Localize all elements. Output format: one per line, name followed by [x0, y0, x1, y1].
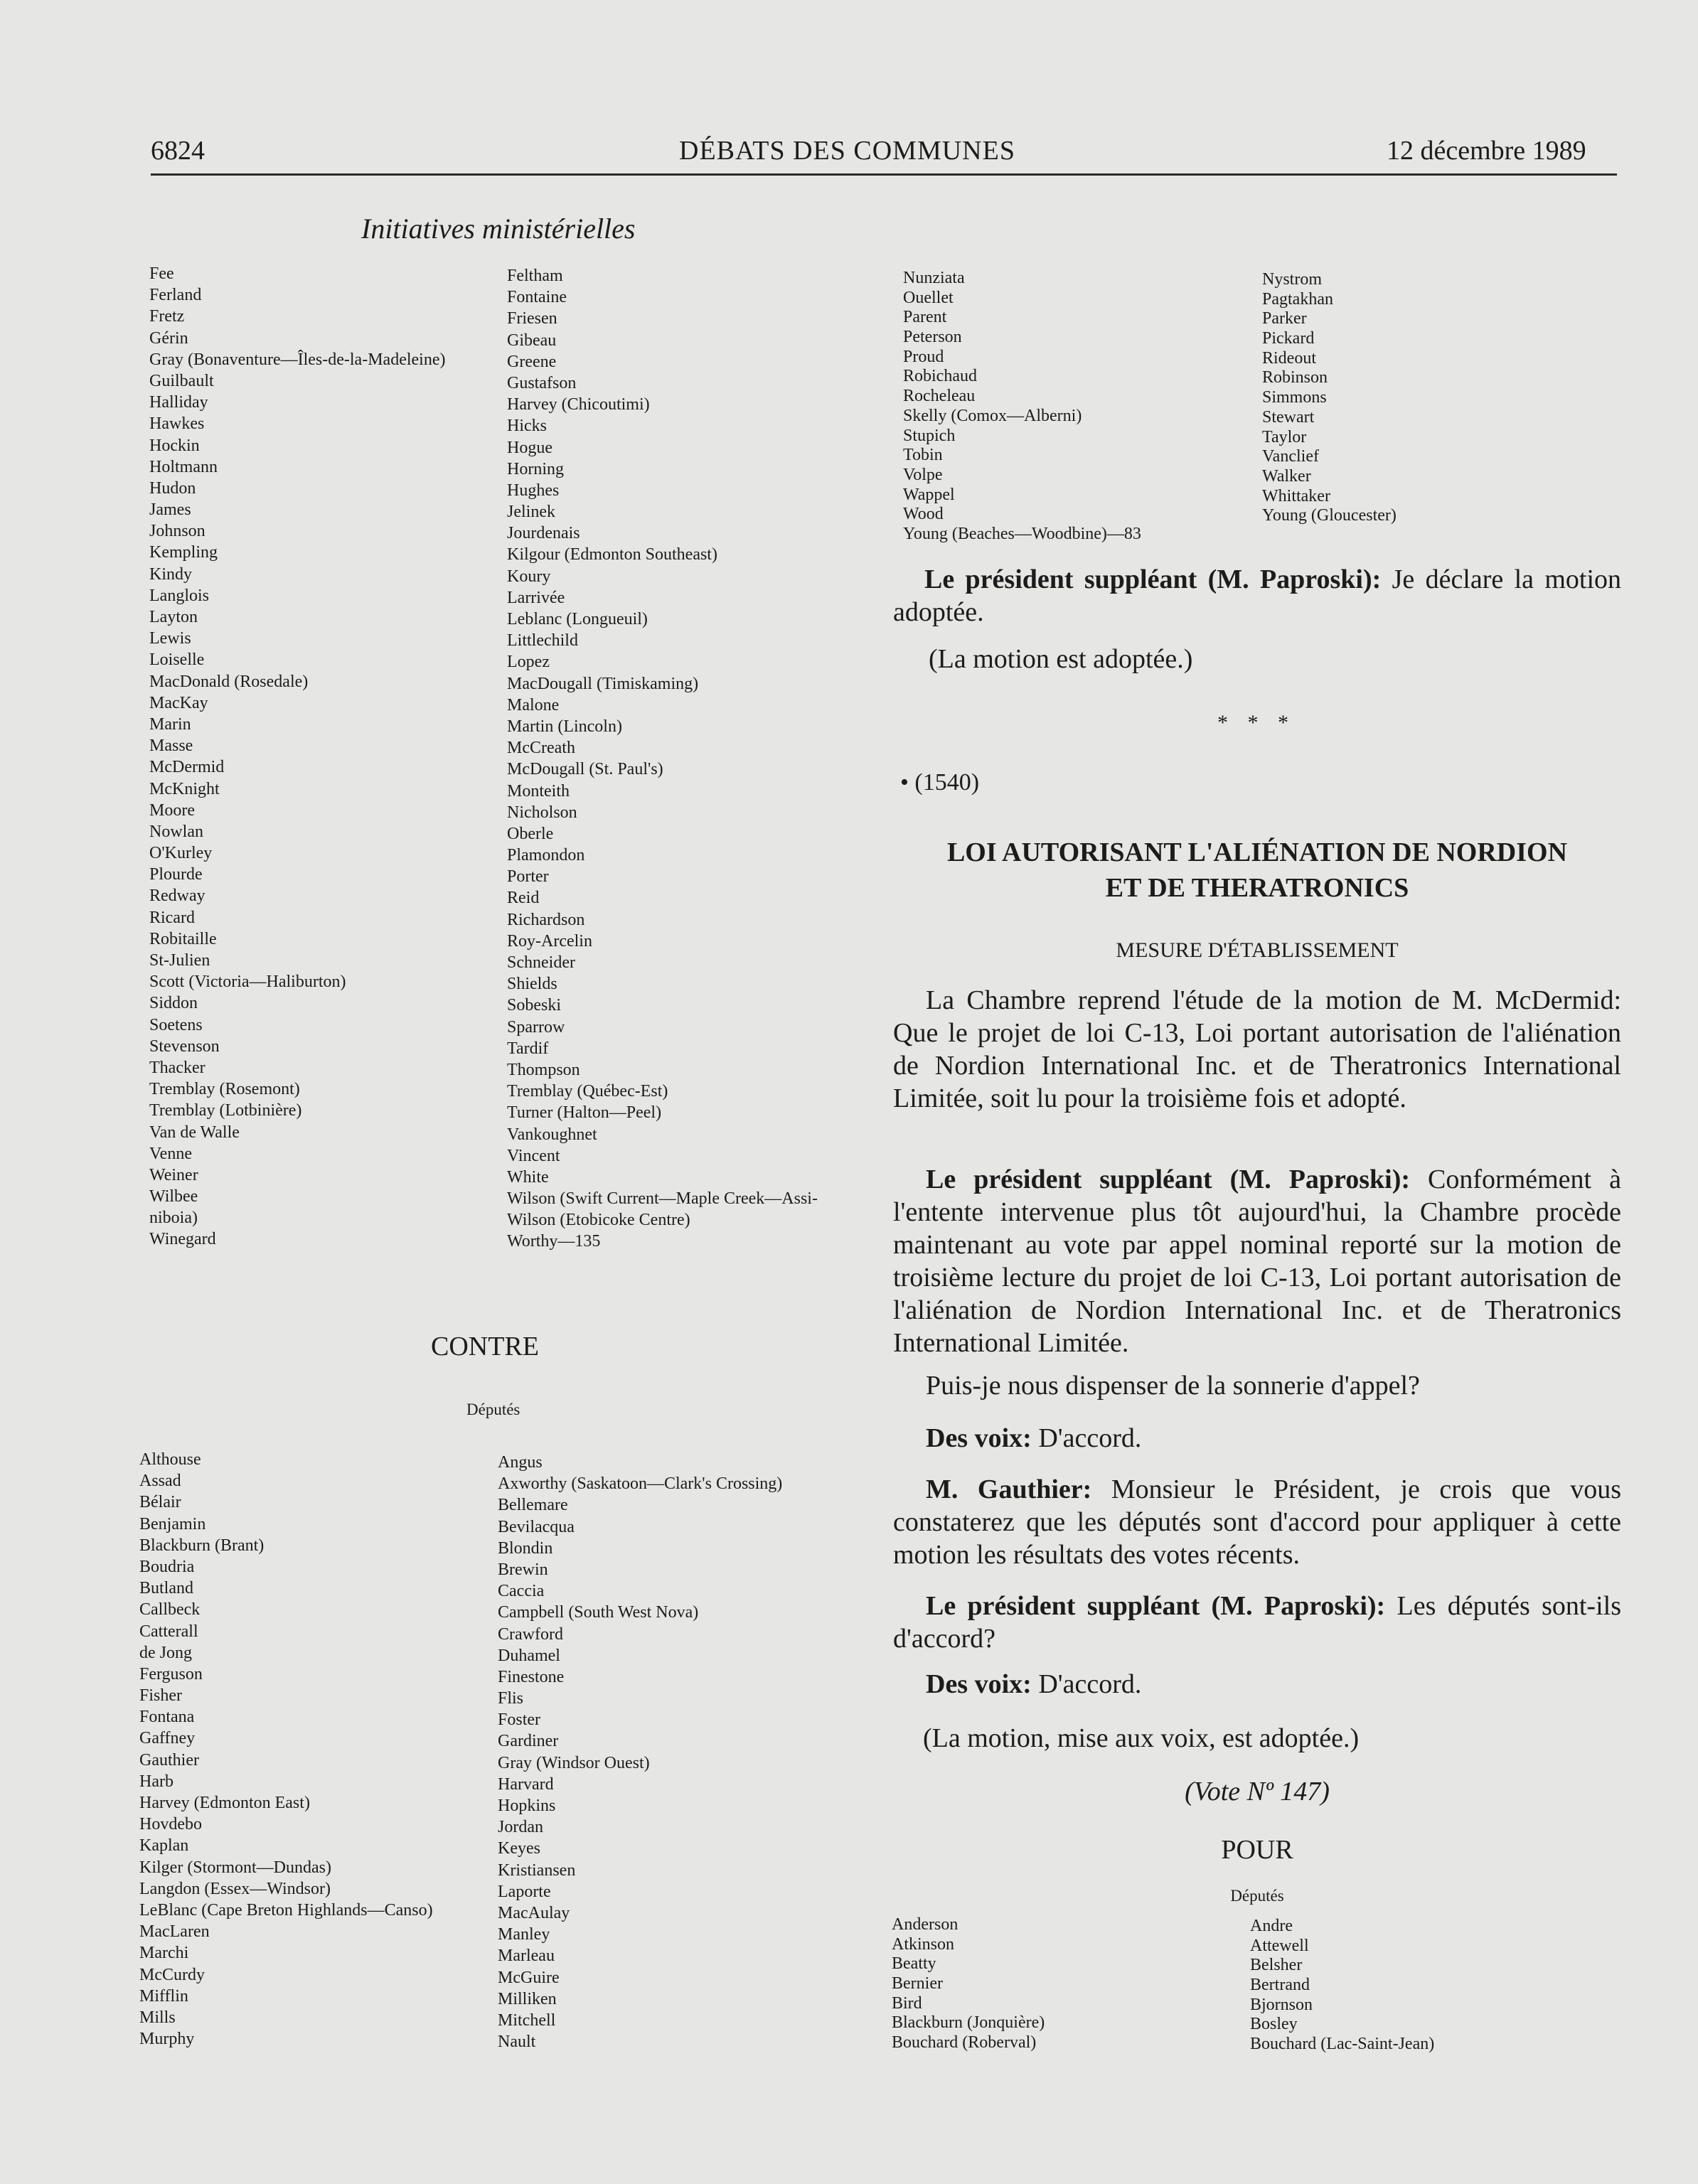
member-name: Horning	[507, 459, 564, 478]
speech-paragraph	[893, 563, 1621, 628]
member-name: McCurdy	[139, 1965, 205, 1984]
procedural-note: (La motion est adoptée.)	[929, 644, 1193, 674]
member-name: Fontana	[139, 1708, 195, 1727]
member-name: Gibeau	[507, 331, 557, 350]
member-name: Gauthier	[139, 1750, 199, 1770]
contre-list-col1	[139, 1449, 433, 2050]
member-name: Richardson	[507, 910, 585, 929]
member-name: Milliken	[498, 1989, 557, 2008]
member-name: Beatty	[892, 1954, 936, 1974]
member-name: Feltham	[507, 267, 563, 285]
member-name: MacKay	[149, 693, 208, 712]
member-name: Foster	[498, 1711, 540, 1730]
pour-list-col1	[149, 263, 445, 1251]
member-name: Hovdebo	[139, 1815, 202, 1834]
member-name: Larrivée	[507, 588, 565, 607]
member-name: Robinson	[1262, 368, 1328, 387]
member-name: Young (Beaches—Woodbine)—83	[903, 524, 1141, 543]
member-name: LeBlanc (Cape Breton Highlands—Canso)	[139, 1900, 433, 1920]
member-name: Tardif	[507, 1039, 549, 1058]
member-name: Boudria	[139, 1557, 195, 1576]
speech-paragraph-3: Puis-je nous dispenser de la sonnerie d'appel?	[926, 1371, 1420, 1401]
member-name: Thompson	[507, 1060, 580, 1079]
member-name: Kilger (Stormont—Dundas)	[139, 1858, 331, 1877]
member-name: Thacker	[149, 1058, 205, 1077]
motion-result: (La motion, mise aux voix, est adoptée.)	[923, 1723, 1360, 1753]
member-name: Tremblay (Rosemont)	[149, 1080, 300, 1099]
member-name: Plourde	[149, 865, 203, 884]
contre-list-col2	[498, 1452, 782, 2052]
member-name: Langdon (Essex—Windsor)	[139, 1879, 331, 1898]
member-name: Ricard	[149, 908, 195, 927]
member-name: Campbell (South West Nova)	[498, 1603, 699, 1622]
member-name: Tobin	[903, 446, 943, 465]
member-name: Ferguson	[139, 1664, 203, 1684]
contre-subheading: Députés	[466, 1401, 520, 1418]
member-name: Nystrom	[1262, 270, 1322, 289]
member-name: O'Kurley	[149, 844, 213, 863]
member-name: Murphy	[139, 2030, 195, 2049]
measure-heading: MESURE D'ÉTABLISSEMENT	[1116, 938, 1399, 962]
speaker-name: Des voix:	[926, 1669, 1032, 1699]
member-name: Rideout	[1262, 348, 1316, 368]
member-name: Harvey (Chicoutimi)	[507, 395, 650, 414]
speech-paragraph-6	[893, 1590, 1621, 1655]
member-name: Mills	[139, 2008, 176, 2027]
member-name: Stevenson	[149, 1037, 220, 1056]
member-name: Wood	[903, 505, 944, 524]
member-name: MacLaren	[139, 1922, 210, 1942]
member-name: Whittaker	[1262, 486, 1330, 505]
member-name: Laporte	[498, 1882, 551, 1901]
speaker-name: Le président suppléant (M. Paproski):	[926, 1591, 1386, 1621]
member-name: Tremblay (Lotbinière)	[149, 1101, 302, 1120]
member-name: Plamondon	[507, 846, 585, 865]
member-name: Fretz	[149, 307, 185, 326]
member-name: Lopez	[507, 653, 550, 672]
vote-number: (Vote Nº 147)	[1185, 1777, 1330, 1806]
member-name: niboia)	[149, 1209, 198, 1228]
member-name: McDougall (St. Paul's)	[507, 760, 663, 779]
member-name: Assad	[139, 1472, 181, 1491]
speaker-name: Le président suppléant (M. Paproski):	[926, 1165, 1411, 1194]
member-name: Shields	[507, 975, 557, 994]
member-name: Axworthy (Saskatoon—Clark's Crossing)	[498, 1474, 783, 1494]
member-name: Gardiner	[498, 1732, 559, 1751]
member-name: Mitchell	[498, 2011, 556, 2030]
member-name: Fee	[149, 264, 174, 283]
member-name: Layton	[149, 608, 198, 626]
contre-heading: CONTRE	[431, 1332, 539, 1361]
speech-text: D'accord.	[1031, 1669, 1142, 1699]
member-name: Attewell	[1250, 1936, 1309, 1955]
speaker-name: Le président suppléant (M. Paproski):	[924, 564, 1382, 594]
member-name: Pagtakhan	[1262, 289, 1333, 309]
member-name: Porter	[507, 867, 549, 887]
member-name: Worthy—135	[507, 1232, 601, 1251]
member-name: Gray (Bonaventure—Îles-de-la-Madeleine)	[149, 350, 446, 369]
vote-list-col1	[903, 269, 1141, 545]
member-name: MacAulay	[498, 1903, 570, 1922]
member-name: Bernier	[892, 1974, 943, 1993]
member-name: McGuire	[498, 1968, 560, 1987]
member-name: Littlechild	[507, 631, 578, 651]
member-name: Masse	[149, 737, 193, 756]
header-rule	[151, 173, 1617, 176]
speaker-name: Des voix:	[926, 1423, 1032, 1453]
member-name: Venne	[149, 1144, 192, 1163]
member-name: Malone	[507, 695, 560, 714]
member-name: Rocheleau	[903, 387, 976, 406]
member-name: Winegard	[149, 1230, 216, 1249]
member-name: Proud	[903, 347, 944, 366]
member-name: Tremblay (Québec-Est)	[507, 1082, 668, 1101]
member-name: Butland	[139, 1579, 193, 1598]
member-name: Duhamel	[498, 1646, 560, 1665]
member-name: Langlois	[149, 586, 209, 605]
member-name: Bertrand	[1250, 1976, 1310, 1995]
member-name: Andre	[1250, 1917, 1293, 1935]
member-name: Blackburn (Brant)	[139, 1536, 265, 1555]
member-name: Marin	[149, 714, 191, 734]
section-title: Initiatives ministérielles	[361, 213, 636, 245]
member-name: Wilson (Etobicoke Centre)	[507, 1211, 690, 1230]
member-name: Redway	[149, 887, 205, 906]
member-name: Weiner	[149, 1165, 198, 1184]
speech-paragraph-5	[893, 1473, 1621, 1571]
speech-paragraph-7	[926, 1668, 1141, 1701]
member-name: Jelinek	[507, 503, 555, 522]
member-name: Kindy	[149, 564, 192, 584]
member-name: Volpe	[903, 465, 943, 484]
member-name: Benjamin	[139, 1514, 206, 1533]
member-name: Wilbee	[149, 1187, 198, 1206]
member-name: Althouse	[139, 1450, 201, 1469]
member-name: Hogue	[507, 438, 552, 457]
member-name: Hicks	[507, 417, 547, 436]
member-name: Angus	[498, 1453, 543, 1472]
member-name: Bird	[892, 1993, 922, 2013]
member-name: Marleau	[498, 1947, 555, 1966]
member-name: Stupich	[903, 426, 956, 445]
member-name: Robitaille	[149, 929, 217, 948]
member-name: Simmons	[1262, 388, 1327, 407]
member-name: Monteith	[507, 781, 570, 801]
member-name: Greene	[507, 352, 557, 371]
member-name: Crawford	[498, 1624, 563, 1644]
speech-text: Monsieur le Président, je crois que vous constaterez que les députés sont d'accord pour appliquer à cette motion les résultats des votes récents.	[893, 1474, 1621, 1570]
time-marker: • (1540)	[900, 769, 980, 796]
member-name: Nicholson	[507, 803, 577, 822]
member-name: Halliday	[149, 393, 208, 412]
member-name: Belsher	[1250, 1956, 1303, 1975]
member-name: Wappel	[903, 485, 955, 504]
member-name: Lewis	[149, 629, 191, 648]
member-name: Wilson (Swift Current—Maple Creek—Assi-	[507, 1189, 818, 1209]
member-name: MacDougall (Timiskaming)	[507, 674, 699, 693]
member-name: Kristiansen	[498, 1861, 576, 1880]
member-name: Bouchard (Roberval)	[892, 2033, 1037, 2052]
member-name: Hudon	[149, 478, 196, 498]
member-name: Fisher	[139, 1686, 182, 1706]
bill-title-line1: LOI AUTORISANT L'ALIÉNATION DE NORDION	[946, 837, 1568, 867]
member-name: Loiselle	[149, 651, 205, 670]
page-number: 6824	[151, 136, 205, 166]
member-name: Bélair	[139, 1493, 181, 1512]
motion-paragraph: La Chambre reprend l'étude de la motion de M. McDermid: Que le projet de loi C-13, Loi portant autorisation de l'aliénation de Nordion International Inc. et de Theratronics International Limitée, soit lu pour la troisième fois et adopté.	[893, 985, 1621, 1113]
page-date: 12 décembre 1989	[1387, 136, 1586, 166]
pour-list-right-col1	[892, 1915, 1045, 2053]
speech-text: Les députés sont-ils d'accord?	[893, 1591, 1621, 1654]
member-name: Bevilacqua	[498, 1517, 575, 1536]
member-name: Catterall	[139, 1622, 198, 1641]
member-name: Vanclief	[1262, 447, 1319, 466]
member-name: Marchi	[139, 1944, 189, 1963]
speech-text: D'accord.	[1031, 1423, 1142, 1453]
member-name: Walker	[1262, 466, 1311, 486]
member-name: Pickard	[1262, 329, 1315, 348]
member-name: Manley	[498, 1925, 550, 1944]
member-name: Turner (Halton—Peel)	[507, 1103, 662, 1123]
member-name: Kilgour (Edmonton Southeast)	[507, 545, 717, 564]
member-name: McCreath	[507, 739, 575, 758]
member-name: Vankoughnet	[507, 1125, 597, 1144]
member-name: Mifflin	[139, 1986, 188, 2006]
member-name: Gaffney	[139, 1729, 196, 1748]
section-separator: * * *	[1217, 711, 1296, 734]
member-name: Siddon	[149, 994, 198, 1013]
member-name: Harvard	[498, 1774, 554, 1794]
member-name: Ferland	[149, 286, 202, 305]
member-name: Anderson	[892, 1915, 959, 1934]
speech-paragraph-4	[926, 1422, 1141, 1455]
member-name: Sparrow	[507, 1017, 565, 1037]
member-name: Vincent	[507, 1146, 560, 1165]
member-name: Oberle	[507, 824, 554, 843]
member-name: Callbeck	[139, 1600, 201, 1620]
member-name: Leblanc (Longueuil)	[507, 610, 648, 628]
member-name: Reid	[507, 889, 540, 908]
member-name: Jourdenais	[507, 524, 580, 543]
member-name: Kempling	[149, 543, 218, 562]
member-name: Ouellet	[903, 288, 954, 307]
member-name: Keyes	[498, 1839, 540, 1858]
member-name: Caccia	[498, 1582, 545, 1601]
member-name: Stewart	[1262, 407, 1315, 427]
member-name: de Jong	[139, 1643, 192, 1662]
member-name: Peterson	[903, 328, 962, 347]
member-name: Schneider	[507, 953, 575, 972]
member-name: Young (Gloucester)	[1262, 506, 1397, 525]
member-name: Van de Walle	[149, 1123, 240, 1142]
bill-title	[893, 835, 1621, 906]
pour-heading: POUR	[1221, 1835, 1293, 1865]
member-name: Koury	[507, 567, 551, 586]
member-name: Nowlan	[149, 822, 203, 841]
vote-list-col2	[1262, 270, 1397, 526]
member-name: Friesen	[507, 309, 557, 328]
member-name: Bosley	[1250, 2015, 1298, 2034]
speech-paragraph-2	[893, 1163, 1621, 1359]
member-name: Soetens	[149, 1015, 203, 1034]
speaker-name: M. Gauthier:	[926, 1474, 1092, 1504]
member-name: Hughes	[507, 481, 560, 500]
member-name: McKnight	[149, 779, 220, 798]
member-name: Flis	[498, 1689, 524, 1708]
speech-text: Conformément à l'entente intervenue plus tôt aujourd'hui, la Chambre procède maintenant au vote par appel nominal reporté sur la motion de troisième lecture du projet de loi C-13, Loi portant autorisation de l'aliénation de Nordion International Inc. et de Theratronics International Limitée.	[893, 1165, 1621, 1358]
member-name: Gustafson	[507, 373, 577, 392]
member-name: Harvey (Edmonton East)	[139, 1794, 310, 1812]
member-name: Hopkins	[498, 1797, 556, 1815]
member-name: Johnson	[149, 522, 205, 541]
member-name: Gérin	[149, 328, 188, 348]
member-name: Harb	[139, 1772, 173, 1791]
member-name: Kaplan	[139, 1836, 189, 1856]
member-name: Martin (Lincoln)	[507, 717, 622, 736]
member-name: White	[507, 1167, 549, 1187]
member-name: Atkinson	[892, 1934, 955, 1954]
member-name: Taylor	[1262, 427, 1307, 446]
member-name: Bellemare	[498, 1496, 568, 1515]
member-name: Nunziata	[903, 269, 965, 287]
member-name: Nault	[498, 2033, 536, 2052]
member-name: Jordan	[498, 1818, 543, 1837]
member-name: Skelly (Comox—Alberni)	[903, 406, 1082, 425]
member-name: Brewin	[498, 1560, 548, 1579]
journal-title: DÉBATS DES COMMUNES	[679, 136, 1015, 166]
member-name: Bouchard (Lac-Saint-Jean)	[1250, 2035, 1435, 2054]
member-name: Holtmann	[149, 457, 218, 476]
member-name: Moore	[149, 801, 195, 820]
bill-title-line2: ET DE THERATRONICS	[1105, 873, 1409, 903]
member-name: Bjornson	[1250, 1995, 1313, 2014]
member-name: Scott (Victoria—Haliburton)	[149, 973, 346, 992]
member-name: MacDonald (Rosedale)	[149, 672, 309, 691]
member-name: Guilbault	[149, 371, 214, 390]
member-name: Finestone	[498, 1667, 565, 1686]
member-name: McDermid	[149, 758, 225, 777]
member-name: Parker	[1262, 309, 1307, 328]
pour-subheading: Députés	[1230, 1887, 1284, 1905]
pour-list-right-col2	[1250, 1917, 1434, 2055]
member-name: Hawkes	[149, 414, 205, 434]
member-name: Sobeski	[507, 996, 562, 1015]
member-name: James	[149, 500, 191, 520]
member-name: Blondin	[498, 1538, 553, 1558]
member-name: Fontaine	[507, 288, 567, 307]
member-name: Hockin	[149, 436, 200, 455]
member-name: Roy-Arcelin	[507, 931, 592, 951]
member-name: Gray (Windsor Ouest)	[498, 1753, 650, 1772]
member-name: St-Julien	[149, 951, 210, 970]
pour-list-col2	[507, 265, 818, 1253]
member-name: Robichaud	[903, 367, 977, 386]
member-name: Parent	[903, 308, 947, 327]
speech-text: Je déclare la motion adoptée.	[893, 564, 1621, 627]
member-name: Blackburn (Jonquière)	[892, 2013, 1045, 2033]
